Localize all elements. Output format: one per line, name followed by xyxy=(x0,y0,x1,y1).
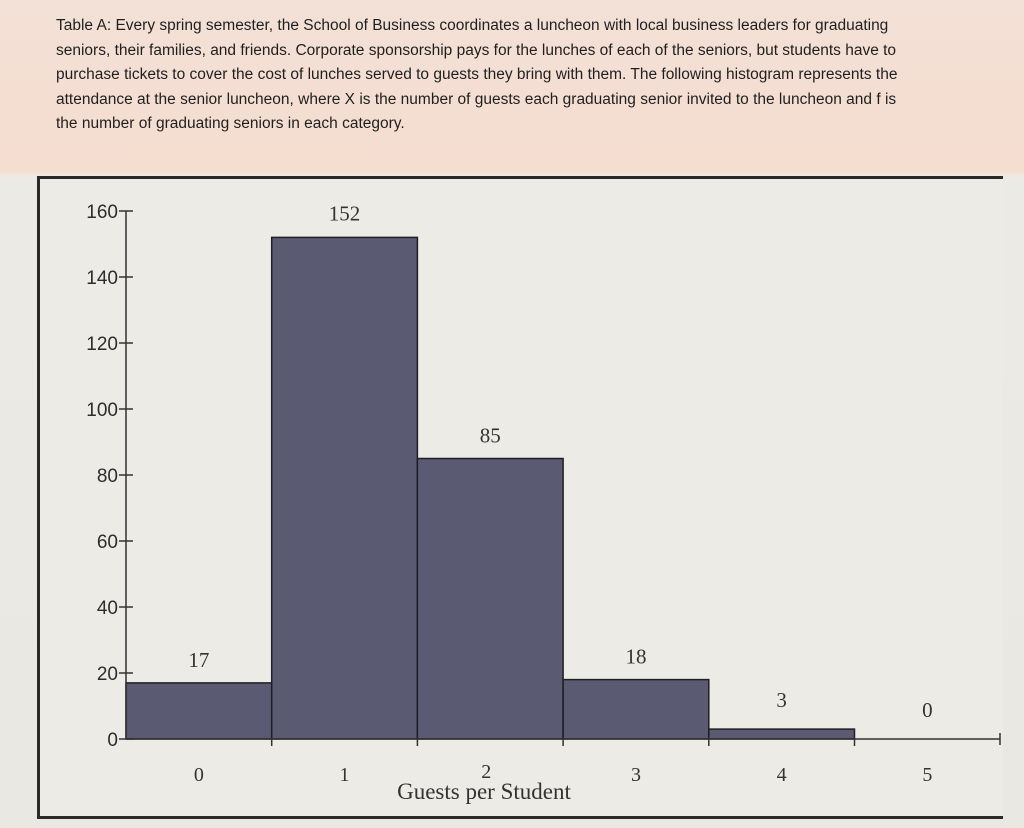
data-label-1: 152 xyxy=(328,201,361,226)
bar-3 xyxy=(563,680,709,739)
y-tick-label: 100 xyxy=(86,400,118,421)
data-label-2: 85 xyxy=(479,423,501,448)
y-tick-label: 40 xyxy=(96,598,118,619)
data-label-0: 17 xyxy=(188,647,210,672)
y-tick-label: 80 xyxy=(96,466,118,487)
intro-paragraph: Table A: Every spring semester, the School of Business coordinates a luncheon with local business leaders for graduating seniors, their families, and friends. Corporate sponsorship pays for the lunches of each of the seniors, but students have to purchase tickets to cover the cost of lunches served to guests they bring with them. The following histogram represents the attendance at the senior luncheon, where X is the number of guests each graduating senior invited to the luncheon and f is the number of graduating seniors in each category. xyxy=(56,17,898,132)
x-tick-label-1: 1 xyxy=(339,764,350,786)
y-tick-label: 140 xyxy=(86,268,118,289)
data-label-3: 18 xyxy=(625,644,647,669)
data-label-4: 3 xyxy=(776,688,787,713)
y-tick-label: 60 xyxy=(96,532,118,553)
data-label-5: 0 xyxy=(922,698,933,722)
x-tick-label-0: 0 xyxy=(193,764,204,786)
bar-0 xyxy=(126,683,272,739)
y-tick-label: 120 xyxy=(86,334,118,355)
y-tick-label: 160 xyxy=(86,202,118,223)
bar-1 xyxy=(272,237,418,739)
x-tick-label-3: 3 xyxy=(630,764,641,786)
bar-2 xyxy=(417,459,563,740)
x-axis-label: Guests per Student xyxy=(397,779,571,804)
x-tick-label-2: 2 xyxy=(481,761,492,783)
x-tick-label-4: 4 xyxy=(776,764,787,786)
y-tick-label: 20 xyxy=(96,664,118,685)
bars-group xyxy=(126,237,855,739)
bar-4 xyxy=(709,729,855,739)
x-tick-label-5: 5 xyxy=(922,764,933,786)
y-tick-label: 0 xyxy=(107,730,118,751)
